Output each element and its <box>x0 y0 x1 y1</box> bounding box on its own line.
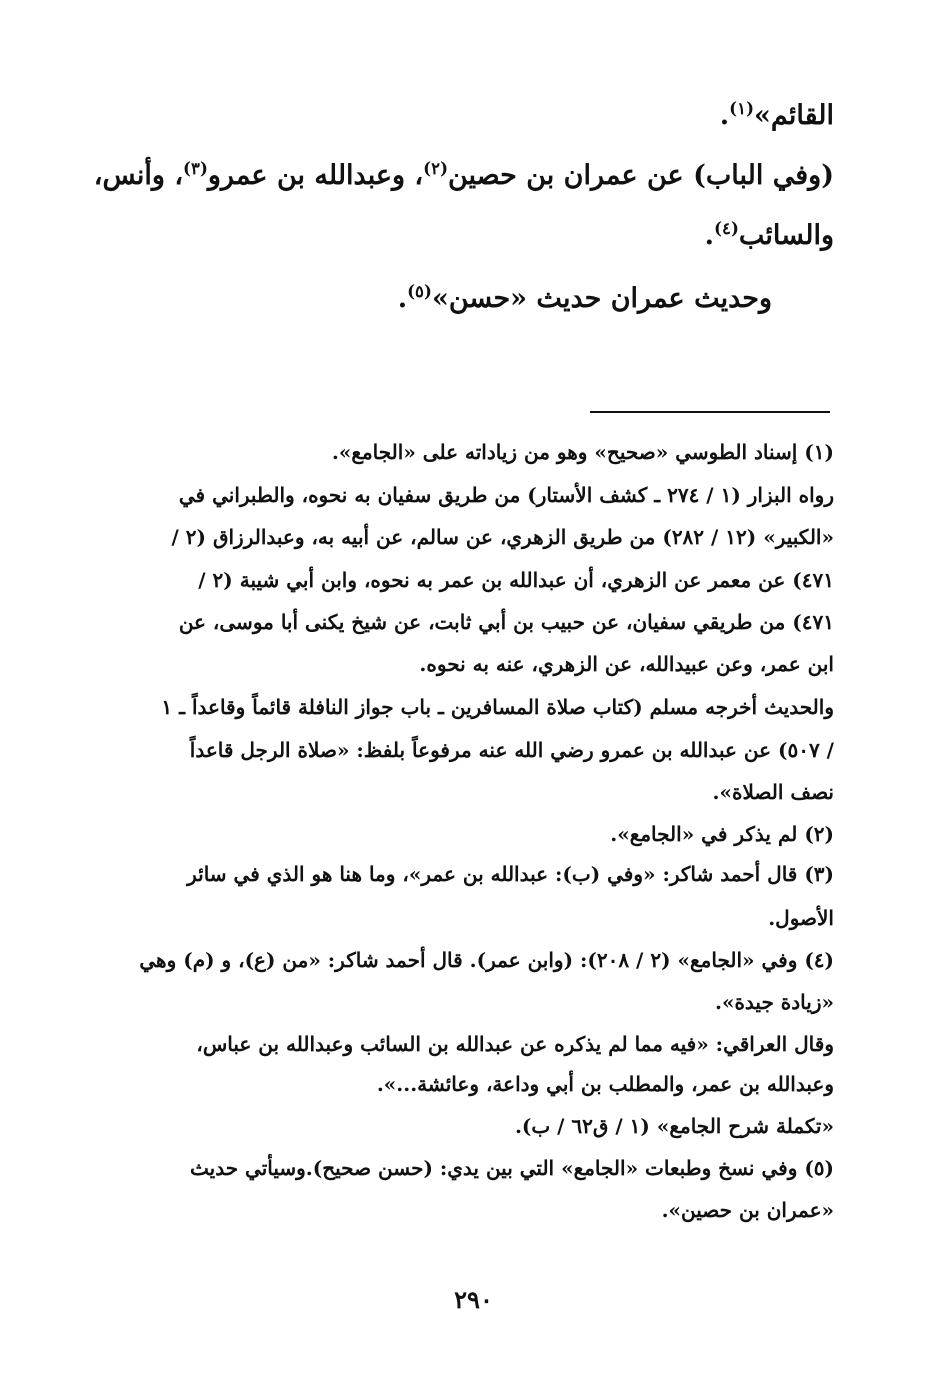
footnote-line: ابن عمر، وعن عبيدالله، عن الزهري، عنه به نحوه. <box>419 652 834 676</box>
main-line-2-a: (وفي الباب) عن عمران بن حصين <box>447 160 834 191</box>
footnote-line: / ٥٠٧) عن عبدالله بن عمرو رضي الله عنه مرفوعاً بلفظ: «صلاة الرجل قاعداً <box>189 738 834 762</box>
footnote-separator <box>590 411 830 413</box>
footnote-line: وعبدالله بن عمر، والمطلب بن أبي وداعة، وعائشة...». <box>376 1072 834 1096</box>
main-line-4-end: . <box>397 283 408 314</box>
footnote-ref-2: (٢) <box>423 158 448 178</box>
main-line-1-end: . <box>719 100 730 131</box>
footnote-line: رواه البزار (١ / ٢٧٤ ـ كشف الأستار) من طريق سفيان به نحوه، والطبراني في <box>178 483 834 507</box>
main-line-3-text: والسائب <box>738 220 834 251</box>
footnote-ref-4: (٤) <box>714 218 739 238</box>
footnote-line: «عمران بن حصين». <box>661 1198 834 1222</box>
main-line-4-text: وحديث عمران حديث «حسن» <box>431 283 772 314</box>
footnote-ref-5: (٥) <box>407 281 432 301</box>
footnote-line: «زيادة جيدة». <box>714 990 834 1014</box>
main-line-1 <box>720 100 834 132</box>
footnote-line: «تكملة شرح الجامع» (١ / ق٦٢ / ب). <box>514 1114 834 1138</box>
footnote-line: (٣) قال أحمد شاكر: «وفي (ب): عبدالله بن عمر»، وما هنا هو الذي في سائر <box>187 862 834 886</box>
main-line-2 <box>94 160 834 192</box>
footnote-line: الأصول. <box>768 906 834 930</box>
footnote-line: (١) إسناد الطوسي «صحيح» وهو من زياداته على «الجامع». <box>331 440 834 464</box>
main-line-4 <box>398 283 772 315</box>
footnote-line: نصف الصلاة». <box>712 780 834 804</box>
footnote-line: ٤٧١) من طريقي سفيان، عن حبيب بن أبي ثابت، عن شيخ يكنى أبا موسى، عن <box>178 610 834 634</box>
footnote-line: (٢) لم يذكر في «الجامع». <box>610 822 834 846</box>
footnote-ref-1: (١) <box>729 98 755 118</box>
main-line-3-end: . <box>704 220 715 251</box>
main-line-3 <box>705 220 834 252</box>
footnote-line: «الكبير» (١٢ / ٢٨٢) من طريق الزهري، عن سالم، عن أبيه به، وعبدالرزاق (٢ / <box>171 525 834 549</box>
page-number: ٢٩٠ <box>454 1285 493 1314</box>
footnote-ref-3: (٣) <box>183 158 208 178</box>
main-line-2-b: ، وعبدالله بن عمرو <box>207 160 424 191</box>
footnote-line: (٤) وفي «الجامع» (٢ / ٢٠٨): (وابن عمر). قال أحمد شاكر: «من (ع)، و (م) وهي <box>139 948 834 972</box>
footnote-line: (٥) وفي نسخ وطبعات «الجامع» التي بين يدي: (حسن صحيح).وسيأتي حديث <box>190 1156 834 1180</box>
footnote-line: ٤٧١) عن معمر عن الزهري، أن عبدالله بن عمر به نحوه، وابن أبي شيبة (٢ / <box>198 568 834 592</box>
main-line-1-text: القائم» <box>754 100 834 131</box>
footnote-line: وقال العراقي: «فيه مما لم يذكره عن عبدالله بن السائب وعبدالله بن عباس، <box>196 1032 834 1056</box>
main-line-2-c: ، وأنس، <box>93 160 184 191</box>
footnote-line: والحديث أخرجه مسلم (كتاب صلاة المسافرين ـ باب جواز النافلة قائماً وقاعداً ـ ١ <box>161 695 834 719</box>
